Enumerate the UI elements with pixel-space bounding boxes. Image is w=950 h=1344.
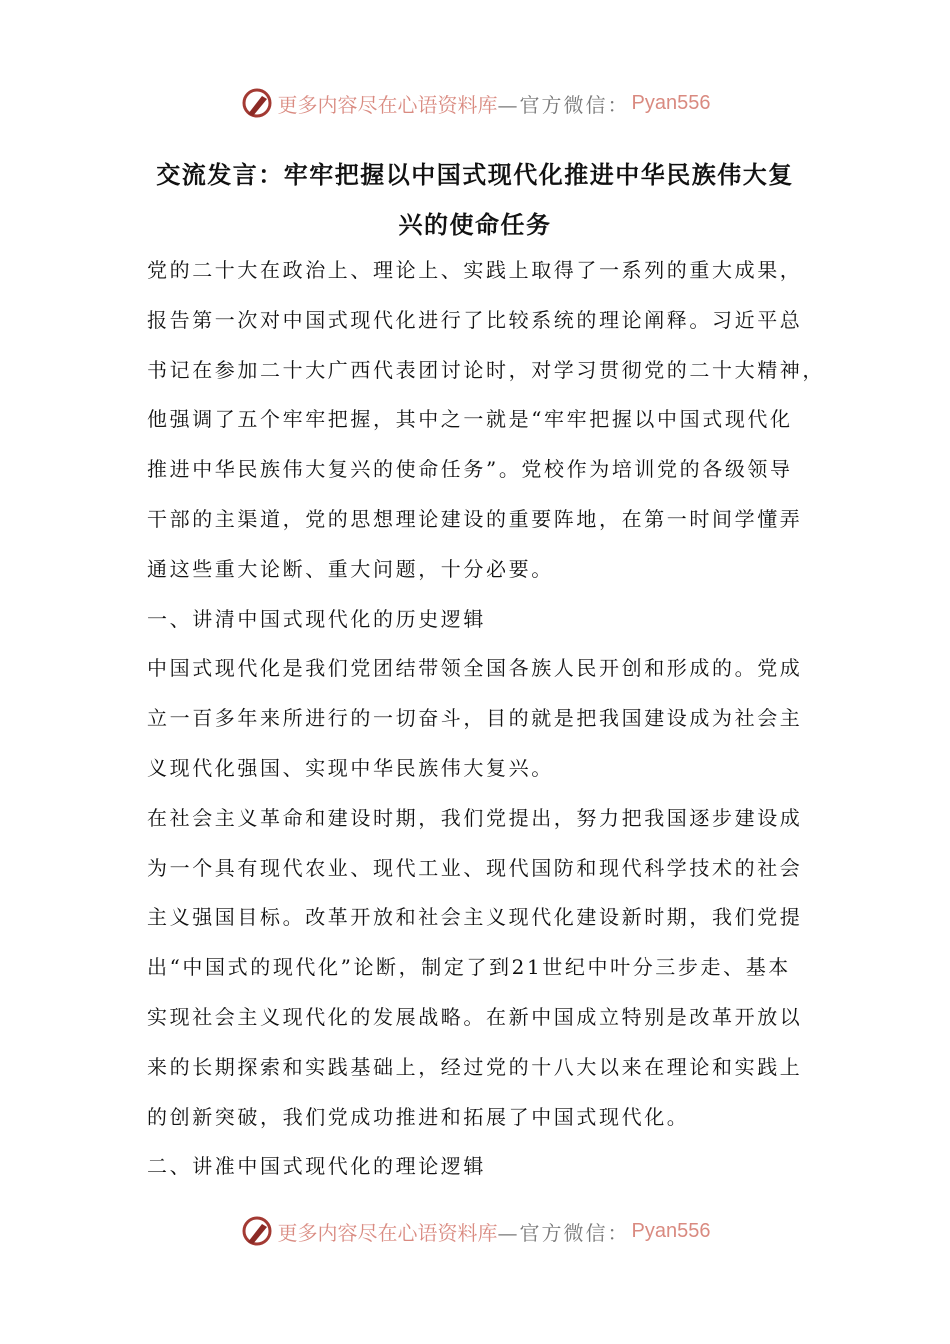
paragraph-line: 义现代化强国、实现中华民族伟大复兴。	[147, 756, 554, 780]
paragraph-line: 出“中国式的现代化”论断，制定了到21世纪中叶分三步走、基本	[147, 955, 791, 980]
document-title-line-1: 交流发言：牢牢把握以中国式现代化推进中华民族伟大复	[156, 160, 794, 189]
paragraph-line: 他强调了五个牢牢把握，其中之一就是“牢牢把握以中国式现代化	[147, 407, 793, 432]
paragraph-line: 立一百多年来所进行的一切奋斗，目的就是把我国建设成为社会主	[147, 706, 803, 731]
section-heading: 二、讲准中国式现代化的理论逻辑	[147, 1154, 486, 1179]
paragraph-line: 党的二十大在政治上、理论上、实践上取得了一系列的重大成果，	[147, 258, 803, 282]
banner-wechat-label: —官方微信：	[497, 92, 630, 117]
paragraph-line: 的创新突破，我们党成功推进和拓展了中国式现代化。	[147, 1104, 690, 1129]
paragraph-line: 来的长期探索和实践基础上，经过党的十八大以来在理论和实践上	[147, 1054, 803, 1079]
paragraph-line: 主义强国目标。改革开放和社会主义现代化建设新时期，我们党提	[147, 905, 803, 930]
banner-text: 更多内容尽在心语资料库	[277, 1220, 498, 1245]
pen-logo-icon	[240, 86, 274, 120]
pen-logo-icon	[240, 1214, 274, 1248]
paragraph-line: 为一个具有现代农业、现代工业、现代国防和现代科学技术的社会	[147, 855, 803, 880]
banner-wechat-label: —官方微信：	[497, 1220, 630, 1245]
paragraph-line: 推进中华民族伟大复兴的使命任务”。党校作为培训党的各级领导	[147, 457, 793, 482]
paragraph-line: 干部的主渠道，党的思想理论建设的重要阵地，在第一时间学懂弄	[147, 507, 803, 531]
paragraph-line: 报告第一次对中国式现代化进行了比较系统的理论阐释。习近平总	[147, 307, 803, 332]
paragraph-line: 书记在参加二十大广西代表团讨论时，对学习贯彻党的二十大精神，	[147, 357, 825, 382]
header-banner	[0, 83, 950, 123]
paragraph-line: 中国式现代化是我们党团结带领全国各族人民开创和形成的。党成	[147, 656, 803, 681]
paragraph-line: 实现社会主义现代化的发展战略。在新中国成立特别是改革开放以	[147, 1005, 803, 1029]
banner-wechat-id: Pyan556	[631, 91, 711, 114]
banner-wechat-id: Pyan556	[631, 1219, 711, 1242]
banner-text: 更多内容尽在心语资料库	[277, 92, 498, 117]
paragraph-line: 在社会主义革命和建设时期，我们党提出，努力把我国逐步建设成	[147, 805, 803, 830]
footer-banner	[0, 1211, 950, 1251]
section-heading: 一、讲清中国式现代化的历史逻辑	[147, 606, 486, 631]
paragraph-line: 通这些重大论断、重大问题，十分必要。	[147, 556, 554, 581]
document-title-line-2: 兴的使命任务	[398, 210, 552, 239]
